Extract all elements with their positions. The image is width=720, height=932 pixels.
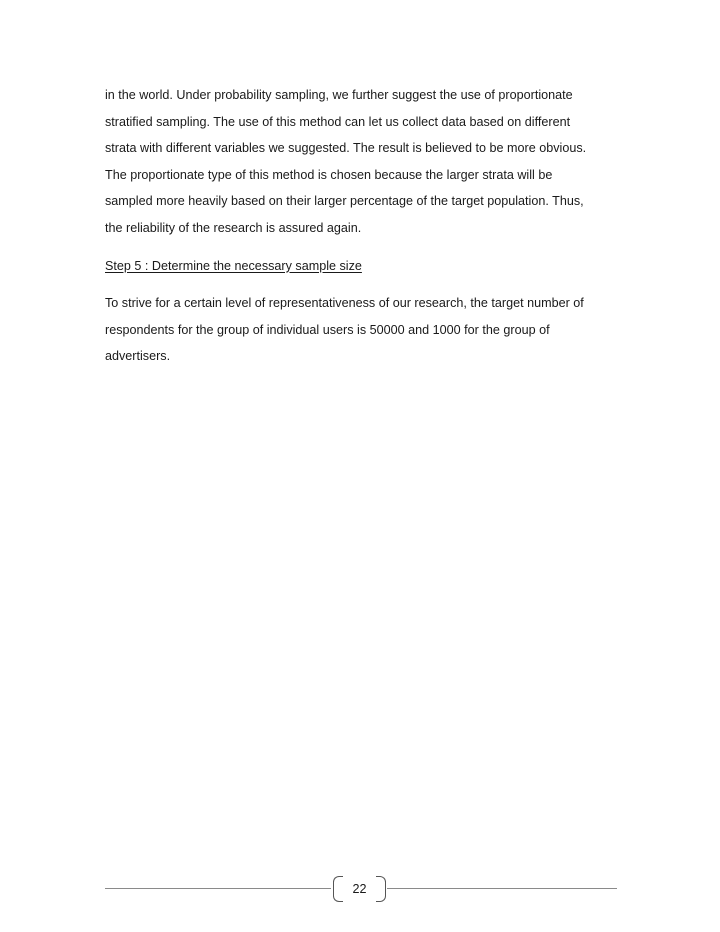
text-line: strata with different variables we suggested. The result is believed to be more obvious.	[105, 141, 587, 156]
text-line: The proportionate type of this method is chosen because the larger strata will be	[105, 167, 553, 182]
text-line: respondents for the group of individual users is 50000 and 1000 for the group of	[105, 322, 550, 337]
text-line: sampled more heavily based on their larger percentage of the target population. Thus,	[105, 194, 584, 209]
text-line: in the world. Under probability sampling, we further suggest the use of proportionate	[105, 88, 573, 102]
right-brace-icon	[376, 876, 386, 902]
text-line: stratified sampling. The use of this method can let us collect data based on different	[105, 114, 571, 129]
text-line: the reliability of the research is assured again.	[105, 220, 362, 235]
page-number: 22	[352, 882, 367, 896]
left-brace-icon	[333, 876, 343, 902]
text-line: To strive for a certain level of representativeness of our research, the target number of	[105, 296, 584, 311]
text-line: advertisers.	[105, 349, 171, 364]
step-5-heading: Step 5 : Determine the necessary sample size	[105, 258, 362, 273]
paragraph-sampling-method	[105, 82, 610, 242]
footer-rule-left	[105, 888, 331, 889]
paragraph-sample-size	[105, 290, 610, 370]
page-body	[105, 82, 610, 370]
footer-rule-right	[387, 888, 617, 889]
page-footer	[105, 876, 617, 904]
